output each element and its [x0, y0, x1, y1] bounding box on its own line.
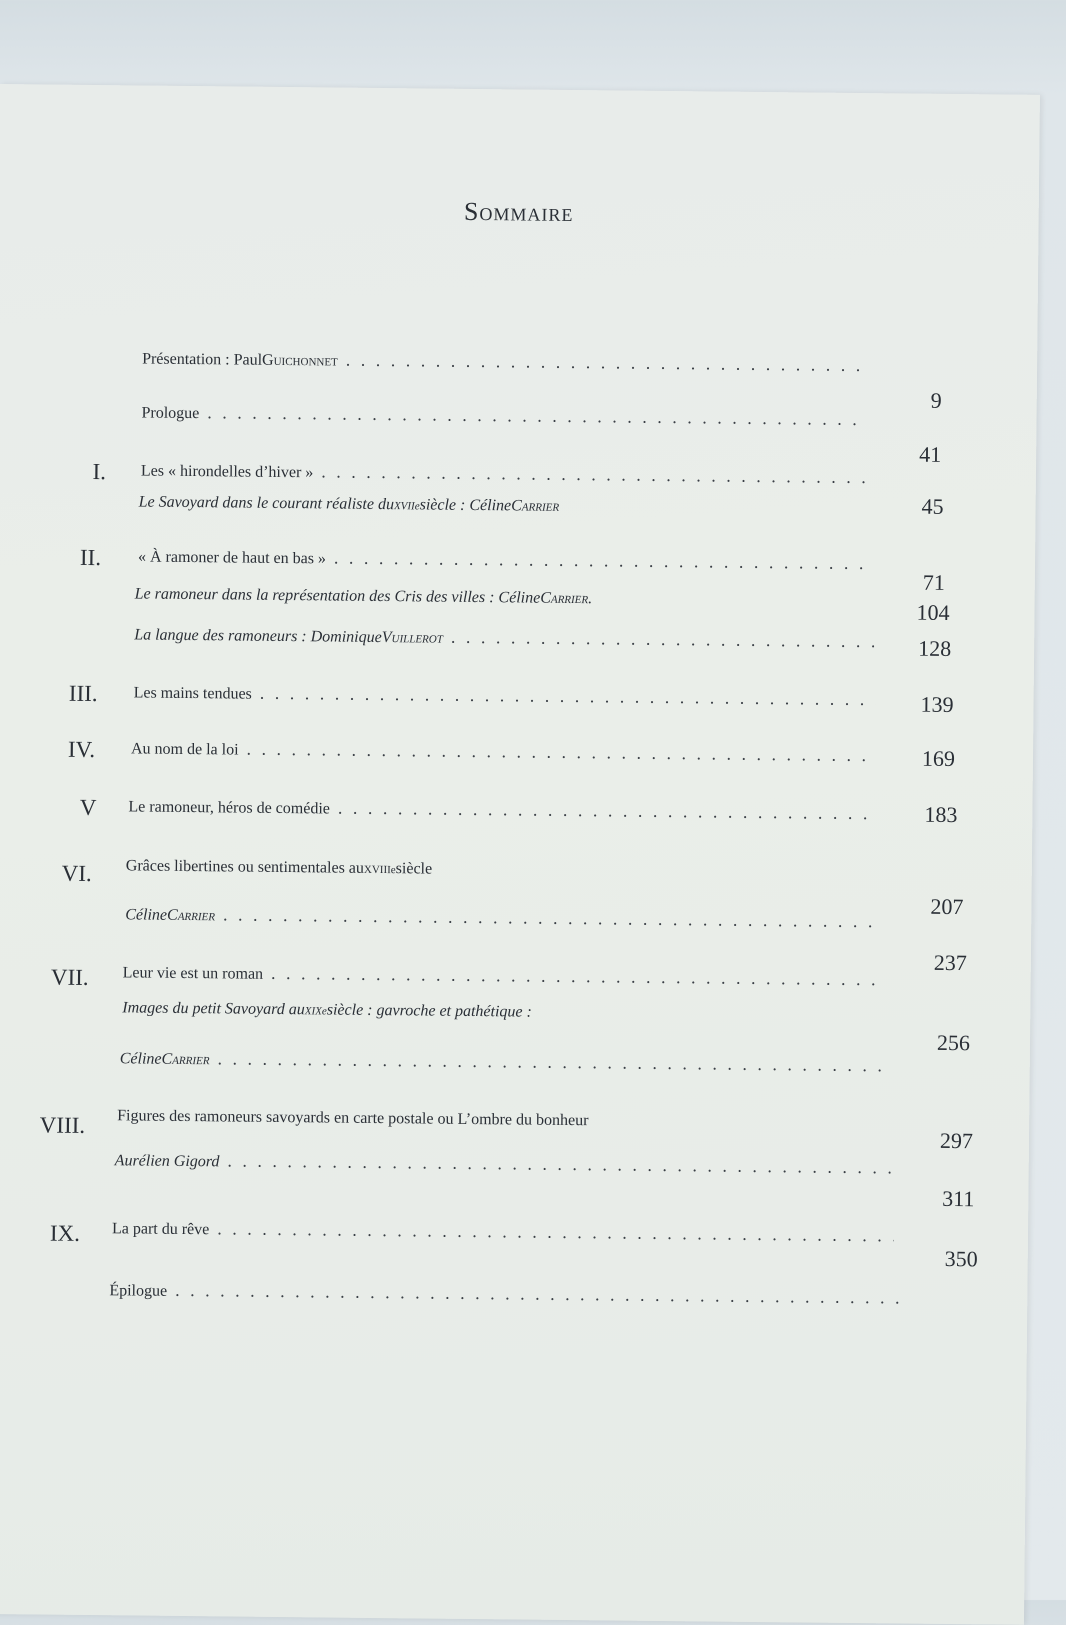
entry-label: Présentation : Paul: [142, 350, 263, 369]
toc-entry-ch3: [134, 681, 876, 710]
toc-entry-ch2: [138, 545, 868, 574]
page-number: 169: [921, 745, 956, 772]
entry-label: Figures des ramoneurs savoyards en carte postale ou L’ombre du bonheur: [117, 1107, 589, 1130]
entry-label: Les mains tendues: [133, 684, 252, 703]
entry-label: Prologue: [141, 404, 200, 423]
chapter-number: II.: [79, 544, 102, 571]
leader-dots: [321, 461, 866, 488]
leader-dots: [260, 683, 876, 710]
toc-subentry-ch2-1: Le ramoneur dans la représentation des Cris des villes : Céline Carrier .: [134, 585, 593, 608]
chapter-number: VIII.: [39, 1112, 86, 1138]
page-number: 139: [920, 691, 954, 718]
page-number: 45: [921, 493, 944, 519]
toc-entry-ch8: [117, 1107, 588, 1130]
page-number: 104: [916, 599, 950, 625]
leader-dots: [334, 548, 868, 575]
page-number: 256: [936, 1029, 971, 1056]
toc-entry-ch9: [112, 1217, 894, 1246]
chapter-number: VI.: [61, 860, 92, 887]
book-page: [0, 84, 1040, 1625]
entry-label: « À ramoner de haut en bas »: [137, 548, 327, 568]
entry-author: Carrier: [511, 497, 560, 515]
entry-label: Leur vie est un roman: [122, 964, 264, 983]
leader-dots: [207, 402, 861, 430]
entry-label: Épilogue: [109, 1282, 168, 1300]
page-number: 350: [944, 1245, 978, 1272]
leader-dots: [346, 350, 862, 376]
page-number: 297: [939, 1127, 974, 1154]
page-number: 311: [942, 1185, 975, 1212]
toc-entry-presentation: [142, 348, 862, 377]
leader-dots: [451, 627, 875, 652]
chapter-number: I.: [92, 458, 107, 485]
chapter-number: III.: [68, 680, 98, 707]
page-number: 183: [924, 801, 958, 828]
leader-dots: [217, 1218, 894, 1246]
page-number: 71: [922, 569, 945, 595]
toc-subentry-ch7-2: Céline Carrier . . .: [120, 1047, 888, 1076]
entry-label: Les « hirondelles d’hiver »: [140, 462, 314, 482]
toc-entry-prologue: [141, 402, 861, 431]
toc-subentry-ch6: Céline Carrier . . .: [125, 903, 881, 932]
entry-author: Aurélien Gigord: [114, 1152, 220, 1171]
toc-entry-ch5: [128, 795, 878, 824]
toc-subentry-ch7-1: Images du petit Savoyard au xix e siècle : gavroche et pathétique :: [122, 999, 532, 1021]
page-number: 207: [930, 893, 964, 920]
entry-author: Carrier: [540, 589, 589, 608]
leader-dots: [217, 1048, 887, 1076]
page-number: 41: [919, 441, 942, 467]
leader-dots: [175, 1280, 899, 1309]
entry-author: Guichonnet: [262, 351, 338, 370]
chapter-number: V: [79, 794, 97, 821]
entry-label: Le ramoneur, héros de comédie: [128, 798, 331, 818]
toc-entry-ch6: Grâces libertines ou sentimentales au xviii e siècle: [125, 857, 433, 878]
page-number: 128: [918, 635, 952, 661]
page-title: Sommaire: [463, 196, 574, 228]
leader-dots: [338, 798, 879, 825]
chapter-number: IV.: [67, 736, 96, 763]
page-number: 9: [930, 387, 942, 413]
toc-entry-ch7: [123, 961, 885, 990]
leader-dots: [271, 963, 885, 990]
page-number: 237: [933, 949, 967, 976]
entry-author: Vuillerot: [381, 629, 443, 647]
leader-dots: [227, 1150, 890, 1178]
entry-author: Carrier: [161, 1050, 210, 1069]
toc-subentry-ch2-2: La langue des ramoneurs : Dominique Vuillerot . . .: [134, 623, 874, 652]
toc-subentry-ch8: [115, 1149, 891, 1178]
chapter-number: VII.: [50, 964, 89, 990]
toc-entry-ch4: [131, 737, 877, 766]
entry-label: La part du rêve: [111, 1220, 210, 1239]
toc-entry-ch1: [141, 459, 866, 488]
leader-dots: [223, 904, 881, 932]
chapter-number: IX.: [49, 1220, 81, 1246]
leader-dots: [246, 739, 877, 767]
toc-entry-epilogue: [109, 1279, 899, 1308]
toc-subentry-ch1: Le Savoyard dans le courant réaliste du xvii e siècle : Céline Carrier: [138, 493, 560, 515]
entry-author: Carrier: [166, 906, 216, 925]
entry-label: Au nom de la loi: [130, 740, 239, 759]
